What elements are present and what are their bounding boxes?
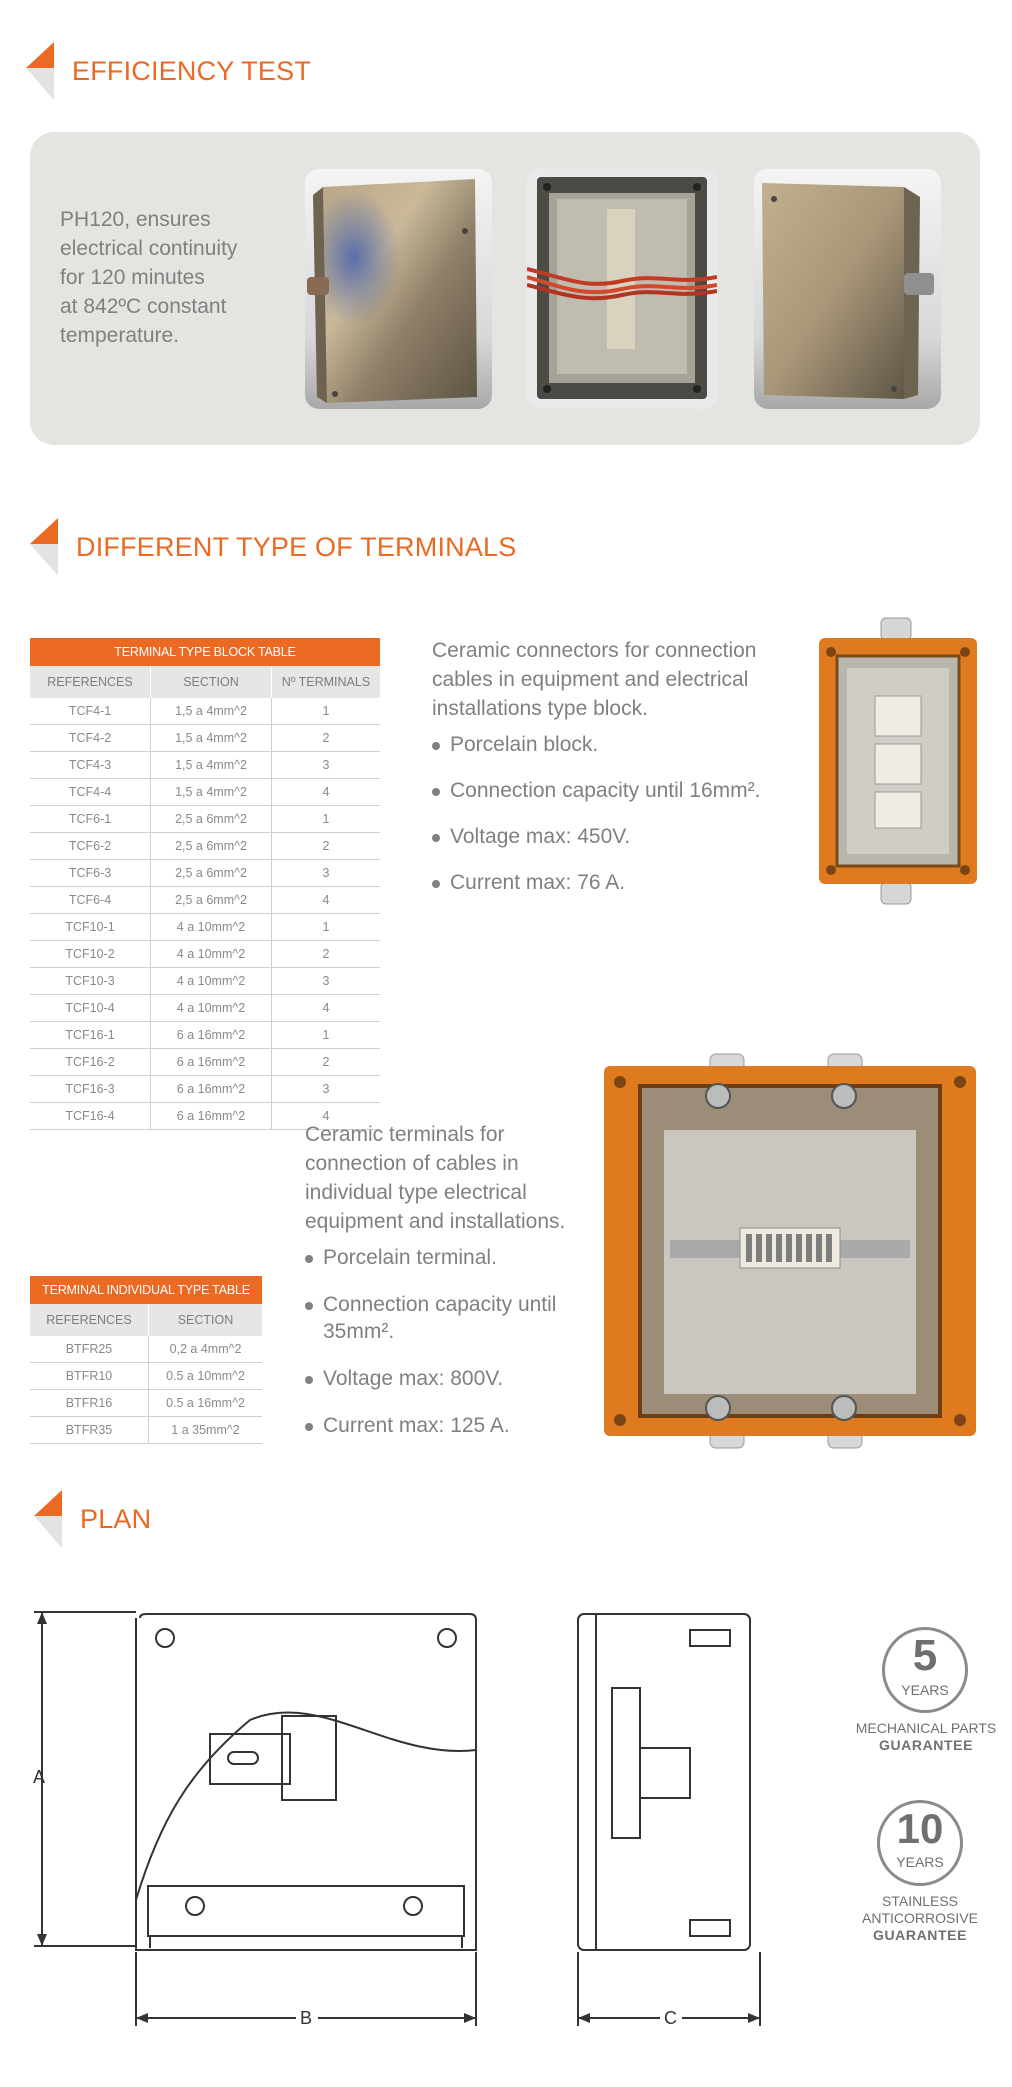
dimension-b-label: B	[300, 2008, 313, 2028]
individual-table-caption: TERMINAL INDIVIDUAL TYPE TABLE	[30, 1276, 262, 1304]
column-header: SECTION	[149, 1304, 263, 1336]
block-description: Ceramic connectors for connection cables in equipment and electrical installations type block.	[432, 639, 757, 720]
table-row: TCF10-4 4 a 10mm^2 4	[30, 995, 380, 1022]
efficiency-title: EFFICIENCY TEST	[72, 56, 312, 86]
list-item: Voltage max: 800V.	[305, 1365, 565, 1392]
column-header: SECTION	[151, 666, 272, 698]
section-flag-icon	[30, 518, 58, 578]
terminals-title: DIFFERENT TYPE OF TERMINALS	[76, 532, 517, 562]
list-item: Connection capacity until 16mm².	[432, 777, 792, 804]
badge-years-number: 5	[912, 1631, 938, 1680]
test-photo-side	[754, 169, 941, 409]
column-header: REFERENCES	[30, 1304, 149, 1336]
table-row: TCF4-1 1,5 a 4mm^2 1	[30, 698, 380, 725]
badge-years-label: YEARS	[901, 1682, 949, 1698]
table-row: TCF6-1 2,5 a 6mm^2 1	[30, 806, 380, 833]
individual-description: Ceramic terminals for connection of cables in individual type electrical equipment and installations.	[305, 1123, 566, 1233]
table-row: TCF4-3 1,5 a 4mm^2 3	[30, 752, 380, 779]
table-row: TCF6-4 2,5 a 6mm^2 4	[30, 887, 380, 914]
table-row: BTFR10 0.5 a 10mm^2	[30, 1363, 262, 1390]
plan-title: PLAN	[80, 1504, 152, 1534]
table-row: TCF16-4 6 a 16mm^2 4	[30, 1103, 380, 1130]
individual-enclosure-image	[600, 1052, 980, 1450]
test-photo-front	[305, 169, 492, 409]
badge-years-number: 10	[896, 1805, 944, 1852]
list-item: Voltage max: 450V.	[432, 823, 792, 850]
test-photo-open	[527, 169, 717, 409]
individual-feature-list	[305, 1244, 565, 1439]
table-row: TCF10-2 4 a 10mm^2 2	[30, 941, 380, 968]
table-row: TCF16-2 6 a 16mm^2 2	[30, 1049, 380, 1076]
table-row: TCF10-1 4 a 10mm^2 1	[30, 914, 380, 941]
block-table-caption: TERMINAL TYPE BLOCK TABLE	[30, 638, 380, 666]
table-row: TCF16-3 6 a 16mm^2 3	[30, 1076, 380, 1103]
list-item: Current max: 125 A.	[305, 1412, 565, 1439]
plan-front-view-drawing	[30, 1600, 490, 2030]
individual-terminal-table	[30, 1276, 262, 1444]
efficiency-description: PH120, ensures electrical continuity for 120 minutes at 842ºC constant temperature.	[60, 208, 238, 347]
column-header: Nº TERMINALS	[272, 666, 381, 698]
list-item: Porcelain block.	[432, 731, 792, 758]
section-flag-icon	[26, 42, 54, 102]
table-row: BTFR16 0.5 a 16mm^2	[30, 1390, 262, 1417]
column-header: REFERENCES	[30, 666, 151, 698]
table-row: TCF4-4 1,5 a 4mm^2 4	[30, 779, 380, 806]
section-flag-icon	[34, 1490, 62, 1550]
mechanical-guarantee-caption: MECHANICAL PARTS GUARANTEE	[855, 1720, 997, 1753]
block-terminal-table	[30, 638, 380, 1130]
list-item: Porcelain terminal.	[305, 1244, 565, 1271]
table-row: TCF6-3 2,5 a 6mm^2 3	[30, 860, 380, 887]
table-row: TCF16-1 6 a 16mm^2 1	[30, 1022, 380, 1049]
badge-years-label: YEARS	[896, 1854, 944, 1870]
stainless-guarantee-caption: STAINLESS ANTICORROSIVE GUARANTEE	[862, 1893, 978, 1943]
dimension-c-label: C	[664, 2008, 677, 2028]
dimension-a-label: A	[33, 1767, 46, 1787]
block-enclosure-image	[813, 616, 983, 906]
block-feature-list	[432, 731, 792, 896]
plan-side-view-drawing	[560, 1600, 780, 2030]
table-row: BTFR35 1 a 35mm^2	[30, 1417, 262, 1444]
table-row: TCF4-2 1,5 a 4mm^2 2	[30, 725, 380, 752]
table-row: TCF6-2 2,5 a 6mm^2 2	[30, 833, 380, 860]
table-row: BTFR25 0,2 a 4mm^2	[30, 1336, 262, 1363]
list-item: Current max: 76 A.	[432, 869, 792, 896]
table-row: TCF10-3 4 a 10mm^2 3	[30, 968, 380, 995]
list-item: Connection capacity until 35mm².	[305, 1291, 565, 1345]
